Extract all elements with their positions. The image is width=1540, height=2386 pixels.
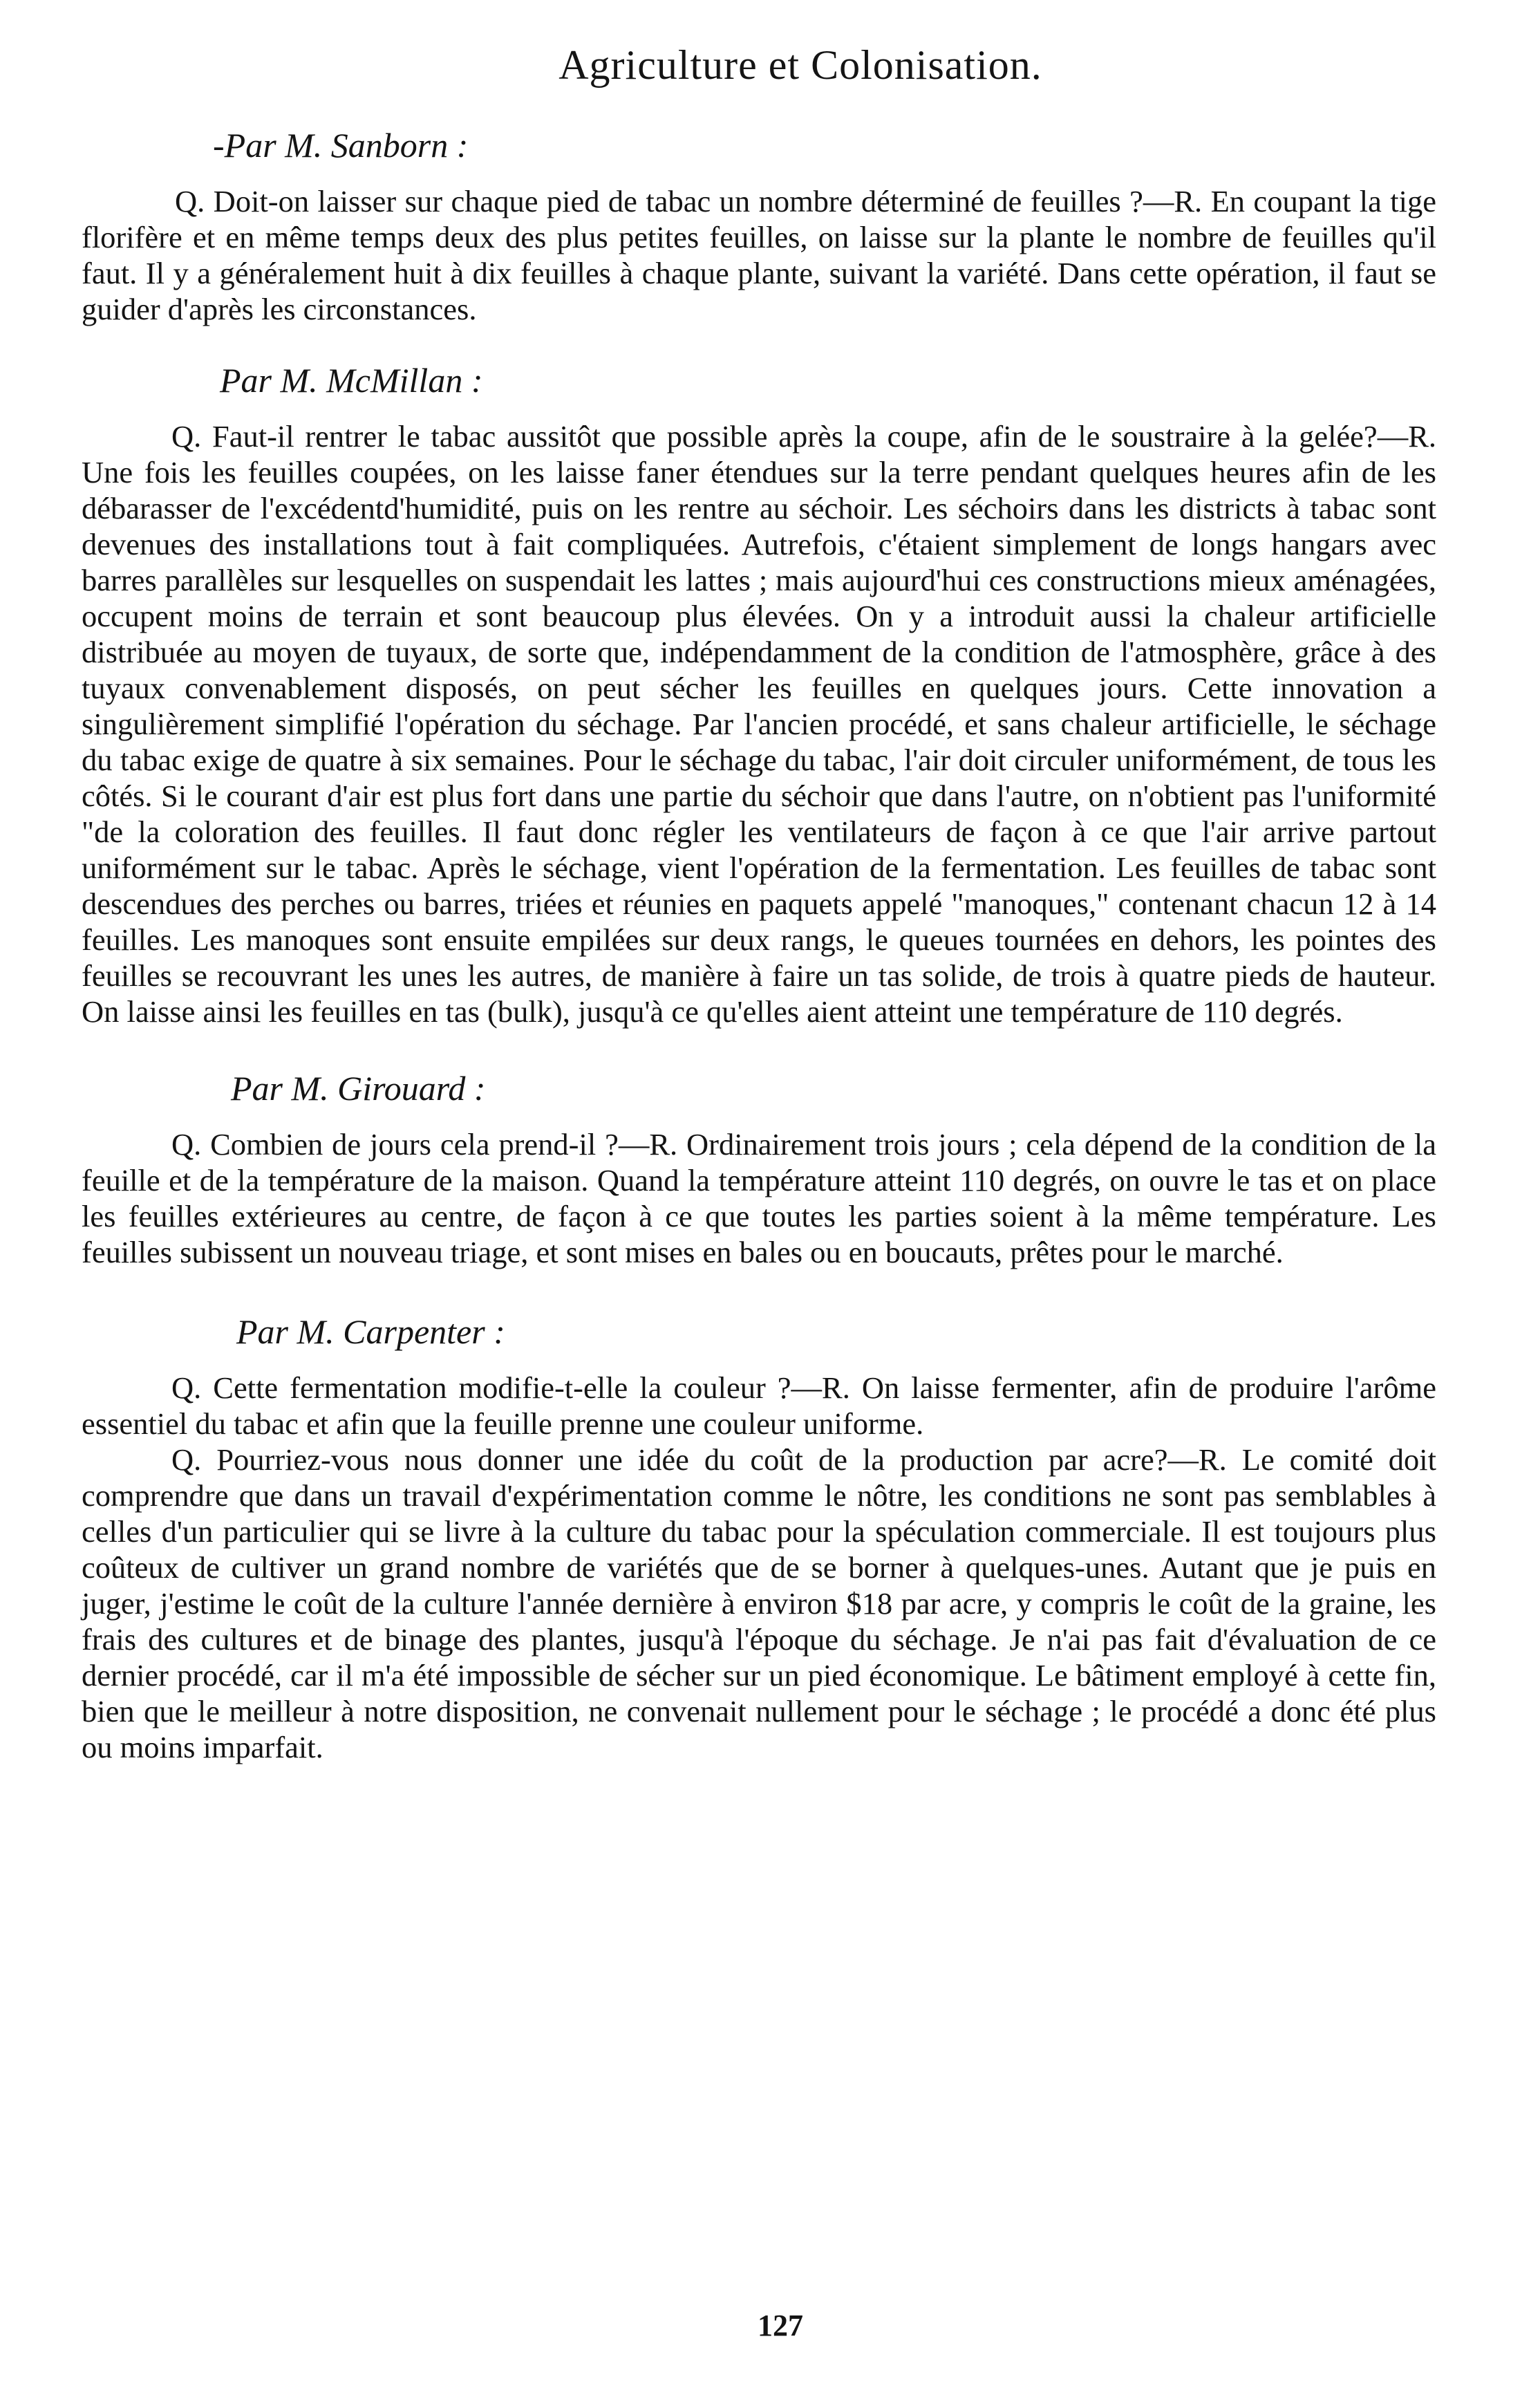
paragraph-carpenter-1: Q. Cette fermentation modifie-t-elle la couleur ?—R. On laisse fermenter, afin de produire l'arôme essentiel du tabac et afin que la feuille prenne une couleur uniforme.	[82, 1370, 1436, 1441]
running-head: Agriculture et Colonisation.	[558, 42, 1042, 88]
paragraph-mcmillan-1: Q. Faut-il rentrer le tabac aussitôt que possible après la coupe, afin de le soustraire à la gelée?—R. Une fois les feuilles coupées, on les laisse faner étendues sur la terre pendant quelques heures afin de les débarasser de l'excédentd'humidité, puis on les rentre au séchoir. Les séchoirs dans les districts à tabac sont devenues des installations tout à fait compliquées. Autrefois, c'étaient simplement de longs hangars avec barres parallèles sur lesquelles on suspendait les lattes ; mais aujourd'hui ces constructions mieux aménagées, occupent moins de terrain et sont beaucoup plus élevées. On y a introduit aussi la chaleur artificielle distribuée au moyen de tuyaux, de sorte que, indépendamment de la condition de l'atmosphère, grâce à des tuyaux convenablement disposés, on peut sécher les feuilles en quelques jours. Cette innovation a singulièrement simplifié l'opération du séchage. Par l'ancien procédé, et sans chaleur artificielle, le séchage du tabac exige de quatre à six semaines. Pour le séchage du tabac, l'air doit circuler uniformément, de tous les côtés. Si le courant d'air est plus fort dans une partie du séchoir que dans l'autre, on n'obtient pas l'uniformité "de la coloration des feuilles. Il faut donc régler les ventilateurs de façon à ce que l'air arrive partout uniformément sur le tabac. Après le séchage, vient l'opération de la fermentation. Les feuilles de tabac sont descendues des perches ou barres, triées et réunies en paquets appelé "manoques," contenant chacun 12 à 14 feuilles. Les manoques sont ensuite empilées sur deux rangs, le queues tournées en dehors, les pointes des feuilles se recouvrant les unes les autres, de manière à faire un tas solide, de trois à quatre pieds de hauteur. On laisse ainsi les feuilles en tas (bulk), jusqu'à ce qu'elles aient atteint une température de 110 degrés.	[82, 419, 1436, 1029]
speaker-heading-mcmillan: Par M. McMillan :	[220, 361, 483, 400]
paragraph-carpenter-2: Q. Pourriez-vous nous donner une idée du coût de la production par acre?—R. Le comité doit comprendre que dans un travail d'expérimentation comme le nôtre, les conditions ne sont pas semblables à celles d'un particulier qui se livre à la culture du tabac pour la spéculation commerciale. Il est toujours plus coûteux de cultiver un grand nombre de variétés que de se borner à quelques-unes. Autant que je puis en juger, j'estime le coût de la culture l'année dernière à environ $18 par acre, y compris le coût de la graine, les frais des cultures et de binage des plantes, jusqu'à l'époque du séchage. Je n'ai pas fait d'évaluation de ce dernier procédé, car il m'a été impossible de sécher sur un pied économique. Le bâtiment employé à cette fin, bien que le meilleur à notre disposition, ne convenait nullement pour le séchage ; le procédé a donc été plus ou moins imparfait.	[82, 1442, 1436, 1764]
speaker-heading-carpenter: Par M. Carpenter :	[236, 1312, 505, 1351]
paragraph-girouard-1: Q. Combien de jours cela prend-il ?—R. Ordinairement trois jours ; cela dépend de la condition de la feuille et de la température de la maison. Quand la température atteint 110 degrés, on ouvre le tas et on place les feuilles extérieures au centre, de façon à ce que toutes les parties soient à la même température. Les feuilles subissent un nouveau triage, et sont mises en bales ou en boucauts, prêtes pour le marché.	[82, 1127, 1436, 1269]
speaker-heading-girouard: Par M. Girouard :	[231, 1069, 486, 1108]
paragraph-sanborn-1: Q. Doit-on laisser sur chaque pied de tabac un nombre déterminé de feuilles ?—R. En coupant la tige florifère et en même temps deux des plus petites feuilles, on laisse sur la plante le nombre de feuilles qu'il faut. Il y a généralement huit à dix feuilles à chaque plante, suivant la variété. Dans cette opération, il faut se guider d'après les circonstances.	[82, 184, 1436, 326]
speaker-heading-sanborn: -Par M. Sanborn :	[213, 126, 469, 165]
document-page	[82, 41, 1436, 1765]
page-number: 127	[758, 2309, 803, 2342]
